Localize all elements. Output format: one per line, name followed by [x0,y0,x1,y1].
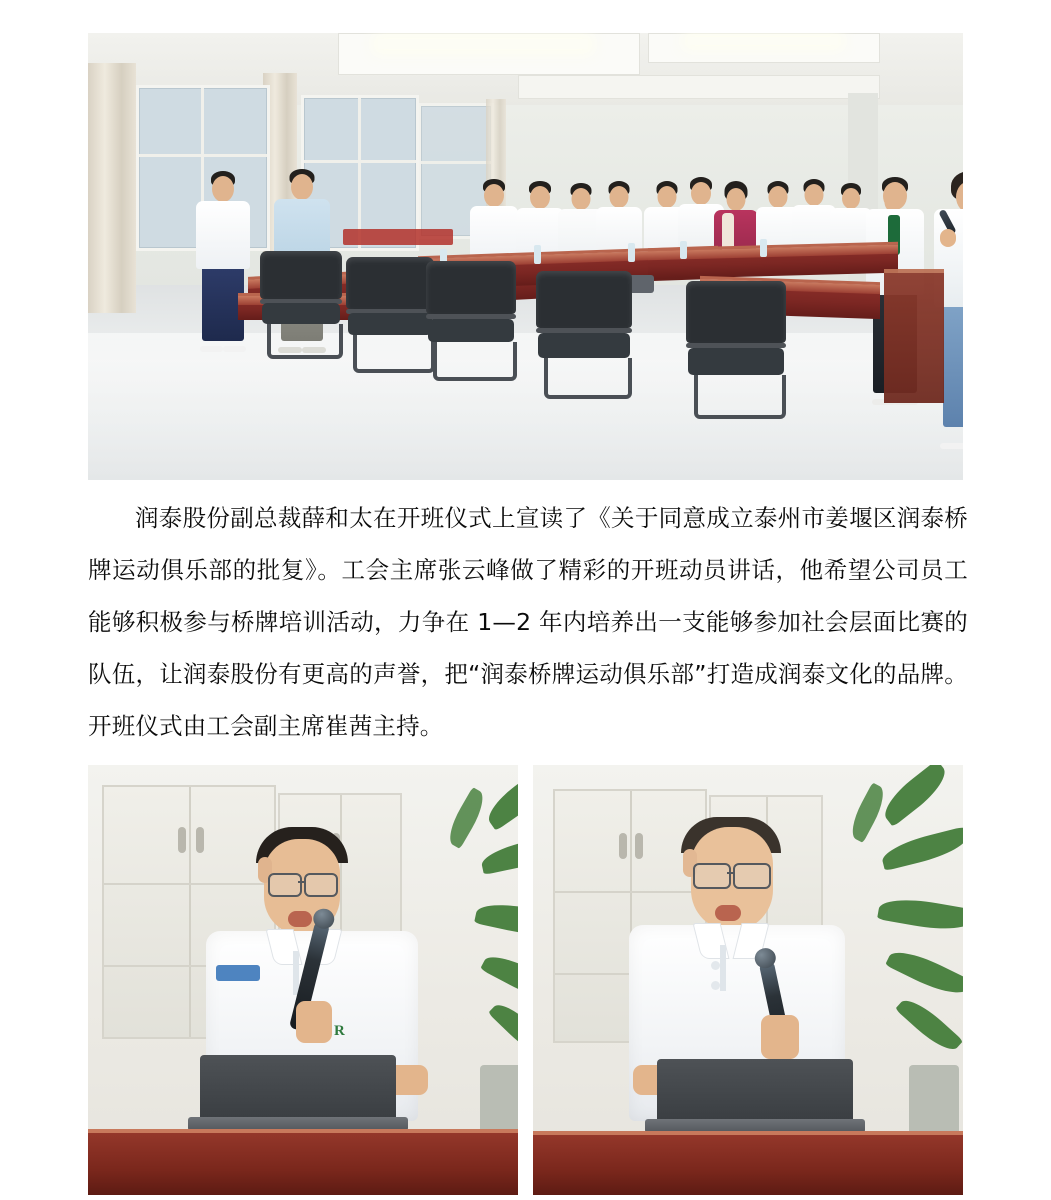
ceiling-light [378,39,588,49]
paragraph-text: 润泰股份副总裁薛和太在开班仪式上宣读了《关于同意成立泰州市姜堰区润泰桥牌运动俱乐部的批复》。工会主席张云峰做了精彩的开班动员讲话，他希望公司员工能够积极参与桥牌培训活动，力争在 1—2 年内培养出一支能够参加社会层面比赛的队伍，让润泰股份有更高的声誉，把“润泰桥牌运动俱乐部”打造成润泰文化的品牌。开班仪式由工会副主席崔茜主持。 [88,504,968,740]
floor-reflection [88,333,963,480]
podium [884,269,944,403]
article-body [88,492,968,752]
glasses-icon [733,863,771,889]
hand [296,1001,332,1043]
chair [536,271,632,395]
plant-pot [480,1065,518,1135]
laptop-screen [657,1059,853,1121]
photo-speaker-left [88,765,518,1195]
placket [720,945,726,991]
photo-ceremony-room [88,33,963,480]
chair [686,281,786,415]
water-bottle [760,239,767,257]
plant-pot [909,1065,959,1135]
person-standing [196,173,250,348]
glasses-icon [304,873,338,897]
chair [260,251,342,355]
ceiling-panel [518,75,880,99]
mouth [715,905,741,921]
photo-speaker-right [533,765,963,1195]
curtain [88,63,136,313]
glasses-icon [693,863,731,889]
shoulder-stripe [216,965,260,981]
button [711,981,720,990]
button [711,961,720,970]
water-bottle [680,241,687,259]
podium-desk [88,1129,518,1195]
glasses-icon [268,873,302,897]
ceiling-light [688,37,838,45]
water-bottle [534,245,541,264]
wall-banner [343,229,453,245]
laptop-screen [200,1055,396,1119]
chair [346,257,434,369]
podium-desk [533,1131,963,1195]
water-bottle [628,243,635,262]
logo-badge: R [334,1023,345,1039]
hand [761,1015,799,1059]
mouth [288,911,312,927]
chair [426,261,516,377]
